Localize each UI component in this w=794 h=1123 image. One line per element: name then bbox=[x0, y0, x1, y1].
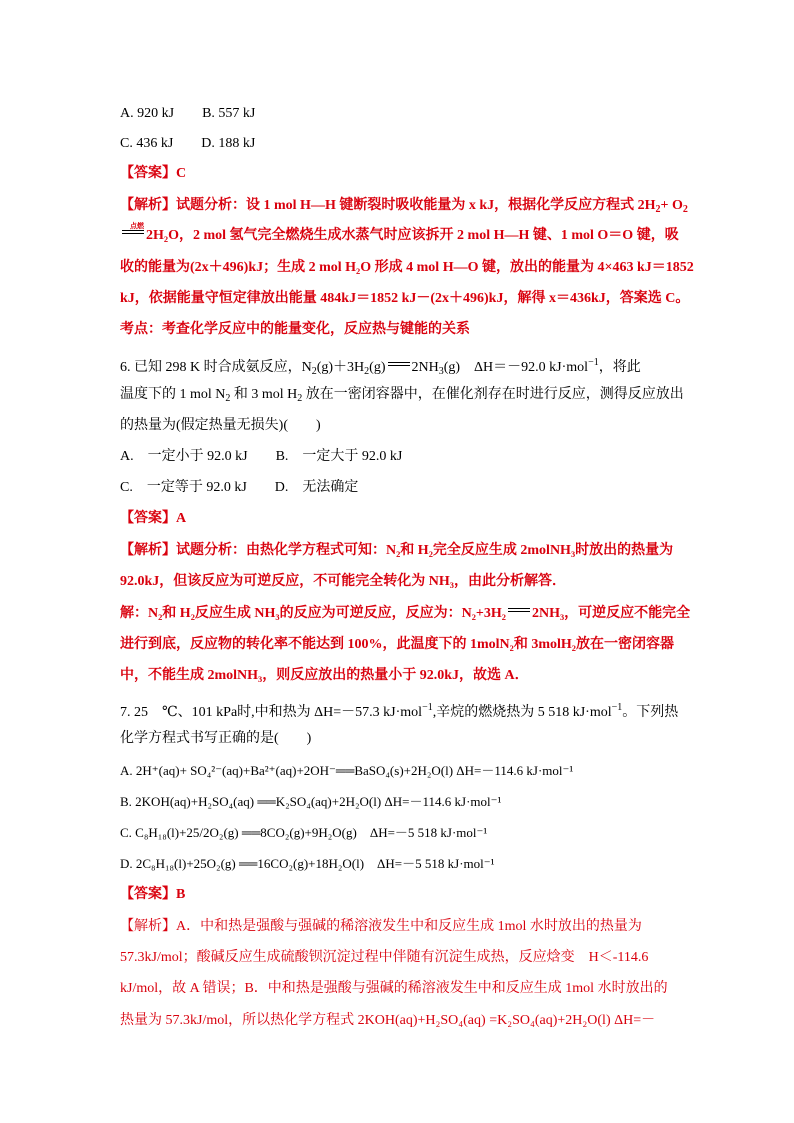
q5-option-c: C. 436 kJ bbox=[120, 136, 174, 151]
q7-analysis-line-2: 57.3kJ/mol；酸碱反应生成硫酸钡沉淀过程中伴随有沉淀生成热，反应焓变 H＜-114.6 bbox=[120, 950, 649, 965]
q5-options-row-1 bbox=[120, 104, 680, 124]
q7-analysis-line-1: 【解析】A．中和热是强酸与强碱的稀溶液发生中和反应生成 1mol 水时放出的热量为 bbox=[120, 919, 642, 934]
q6-option-b: B. 一定大于 92.0 kJ bbox=[275, 449, 403, 464]
q7-option-a: A. 2H⁺(aq)+ SO₄²⁻(aq)+Ba²⁺(aq)+2OH⁻══BaSO₄(s)+2H₂O(l) ΔH=－114.6 kJ·mol⁻¹ bbox=[120, 763, 574, 778]
q7-answer: 【答案】B bbox=[120, 887, 186, 902]
equilibrium-arrow-icon bbox=[508, 605, 530, 615]
q5-option-d: D. 188 kJ bbox=[201, 136, 256, 151]
q7-option-b: B. 2KOH(aq)+H₂SO₄(aq) ══K₂SO₄(aq)+2H₂O(l) ΔH=－114.6 kJ·mol⁻¹ bbox=[120, 794, 502, 809]
q5-option-b: B. 557 kJ bbox=[202, 106, 256, 121]
q5-analysis-line-1: 【解析】试题分析：设 1 mol H—H 键断裂时吸收能量为 x kJ，根据化学反应方程式 $2H_2+ O_2$ bbox=[120, 198, 688, 215]
q5-kaodian: 考点：考查化学反应中的能量变化，反应热与键能的关系 bbox=[120, 322, 470, 337]
q6-analysis-line-2: 92.0kJ，但该反应为可逆反应，不可能完全转化为 NH₃，由此分析解答． bbox=[120, 574, 566, 589]
q6-stem-line-3: 的热量为(假定热量无损失)( ) bbox=[120, 418, 321, 433]
q5-option-a: A. 920 kJ bbox=[120, 106, 175, 121]
q7-stem-line-1: 7. 25 ℃、101 kPa时,中和热为 ΔH=－57.3 kJ·mol$^{-1}$,辛烷的燃烧热为 5 518 kJ·mol$^{-1}$。下列热 bbox=[120, 702, 679, 720]
q7-option-d: D. 2C₈H₁₈(l)+25O₂(g) ══16CO₂(g)+18H₂O(l) ΔH=－5 518 kJ·mol⁻¹ bbox=[120, 856, 495, 871]
q5-options-row-2 bbox=[120, 134, 680, 154]
q5-analysis-line-2: 点燃 2H₂O，2 mol 氢气完全燃烧生成水蒸气时应该拆开 2 mol H—H 键、1 mol O＝O 键，吸 bbox=[120, 226, 680, 246]
q6-options-row-2 bbox=[120, 478, 680, 498]
q6-stem-line-2: 温度下的 1 mol $N_2$ 和 3 mol $H_2$ 放在一密闭容器中，在催化剂存在时进行反应，测得反应放出 bbox=[120, 387, 684, 404]
q6-option-a: A. 一定小于 92.0 kJ bbox=[120, 449, 248, 464]
q7-analysis-line-3: kJ/mol，故 A 错误；B．中和热是强酸与强碱的稀溶液发生中和反应生成 1mol 水时放出的 bbox=[120, 981, 668, 996]
q7-option-c: C. C₈H₁₈(l)+25/2O₂(g) ══8CO₂(g)+9H₂O(g) ΔH=－5 518 kJ·mol⁻¹ bbox=[120, 825, 488, 840]
q5-analysis-line-4: kJ，依据能量守恒定律放出能量 484kJ＝1852 kJ－(2x＋496)kJ，解得 x＝436kJ，答案选 C。 bbox=[120, 291, 690, 306]
q6-option-d: D. 无法确定 bbox=[274, 480, 359, 495]
q6-answer: 【答案】A bbox=[120, 511, 187, 526]
q6-option-c: C. 一定等于 92.0 kJ bbox=[120, 480, 247, 495]
q5-analysis-line-3: 收的能量为(2x＋496)kJ；生成 2 mol H₂O 形成 4 mol H—O 键，放出的能量为 4×463 kJ＝1852 bbox=[120, 260, 694, 275]
q6-analysis-line-1: 【解析】试题分析：由热化学方程式可知：N₂和 H₂完全反应生成 2molNH₃时放出的热量为 bbox=[120, 543, 674, 558]
q6-solve-line-2: 进行到底，反应物的转化率不能达到 100%，此温度下的 1molN₂和 3molH₂放在一密闭容器 bbox=[120, 637, 674, 652]
q6-stem-line-1: 6. 已知 298 K 时合成氨反应，$N_2(g)+3H_2(g)$ $2NH_3(g)$ ΔH＝－92.0 kJ·mol$^{-1}$，将此 bbox=[120, 357, 641, 377]
reaction-arrow-icon: 点燃 bbox=[122, 227, 144, 237]
q6-options-row-1 bbox=[120, 447, 680, 467]
q6-solve-line-1: 解：N₂和 H₂反应生成 NH₃的反应为可逆反应，反应为：N₂+3H₂ 2NH₃，可逆反应不能完全 bbox=[120, 606, 691, 621]
q5-answer: 【答案】C bbox=[120, 166, 187, 181]
q6-solve-line-3: 中，不能生成 2molNH₃，则反应放出的热量小于 92.0kJ，故选 A． bbox=[120, 668, 529, 683]
equilibrium-arrow-icon bbox=[388, 359, 410, 369]
q7-analysis-line-4: 热量为 57.3kJ/mol，所以热化学方程式 2KOH(aq)+H₂SO₄(aq) =K₂SO₄(aq)+2H₂O(l) ΔH=－ bbox=[120, 1013, 656, 1028]
q7-stem-line-2: 化学方程式书写正确的是( ) bbox=[120, 731, 312, 746]
